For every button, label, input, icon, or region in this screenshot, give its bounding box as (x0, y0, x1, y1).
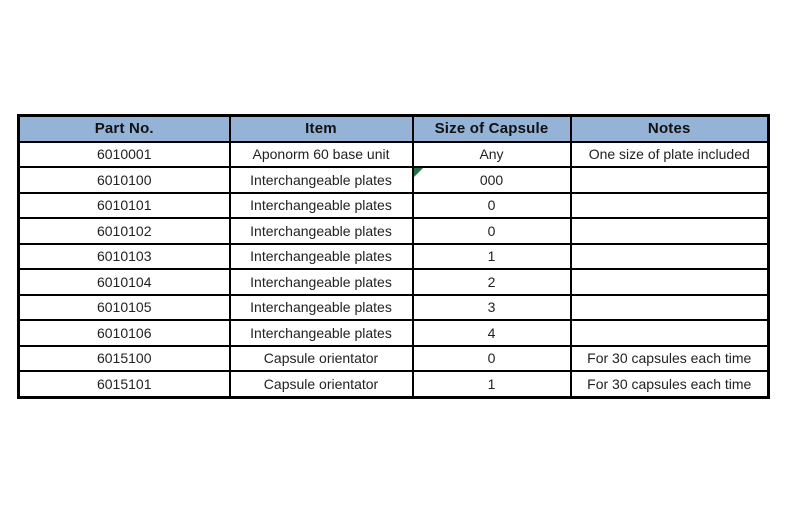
table-row (19, 320, 769, 346)
cell-size: Any (413, 142, 571, 168)
cell-part-no: 6010102 (19, 218, 230, 244)
parts-table-container (17, 114, 770, 399)
cell-part-no: 6010100 (19, 167, 230, 193)
cell-size: 0 (413, 193, 571, 219)
parts-table (17, 114, 770, 399)
cell-notes (571, 193, 769, 219)
cell-part-no: 6010105 (19, 295, 230, 321)
cell-notes (571, 244, 769, 270)
cell-size: 0 (413, 218, 571, 244)
table-row (19, 193, 769, 219)
cell-size: 4 (413, 320, 571, 346)
cell-notes: For 30 capsules each time (571, 346, 769, 372)
cell-part-no: 6010103 (19, 244, 230, 270)
cell-size: 1 (413, 371, 571, 397)
column-header-item: Item (230, 116, 413, 142)
header-row (19, 116, 769, 142)
cell-part-no: 6010106 (19, 320, 230, 346)
column-header-notes: Notes (571, 116, 769, 142)
cell-item: Interchangeable plates (230, 320, 413, 346)
cell-size: 1 (413, 244, 571, 270)
cell-part-no: 6010001 (19, 142, 230, 168)
cell-item: Interchangeable plates (230, 218, 413, 244)
cell-size: 2 (413, 269, 571, 295)
cell-item: Interchangeable plates (230, 193, 413, 219)
cell-size: 0 (413, 346, 571, 372)
cell-item: Interchangeable plates (230, 244, 413, 270)
cell-notes (571, 167, 769, 193)
cell-notes (571, 320, 769, 346)
cell-part-no: 6015101 (19, 371, 230, 397)
table-row (19, 218, 769, 244)
table-row (19, 244, 769, 270)
column-header-size-of-capsule: Size of Capsule (413, 116, 571, 142)
cell-item: Capsule orientator (230, 346, 413, 372)
cell-item: Interchangeable plates (230, 167, 413, 193)
table-row (19, 346, 769, 372)
cell-notes (571, 269, 769, 295)
cell-notes (571, 218, 769, 244)
cell-size: 3 (413, 295, 571, 321)
cell-part-no: 6010101 (19, 193, 230, 219)
cell-item: Aponorm 60 base unit (230, 142, 413, 168)
cell-item: Capsule orientator (230, 371, 413, 397)
cell-notes: For 30 capsules each time (571, 371, 769, 397)
table-row (19, 167, 769, 193)
cell-notes (571, 295, 769, 321)
cell-part-no: 6010104 (19, 269, 230, 295)
table-row (19, 295, 769, 321)
cell-size-with-flag-icon: 000 (413, 167, 571, 193)
cell-item: Interchangeable plates (230, 295, 413, 321)
table-row (19, 371, 769, 397)
cell-part-no: 6015100 (19, 346, 230, 372)
table-row (19, 142, 769, 168)
column-header-part-no: Part No. (19, 116, 230, 142)
table-row (19, 269, 769, 295)
cell-item: Interchangeable plates (230, 269, 413, 295)
cell-notes: One size of plate included (571, 142, 769, 168)
